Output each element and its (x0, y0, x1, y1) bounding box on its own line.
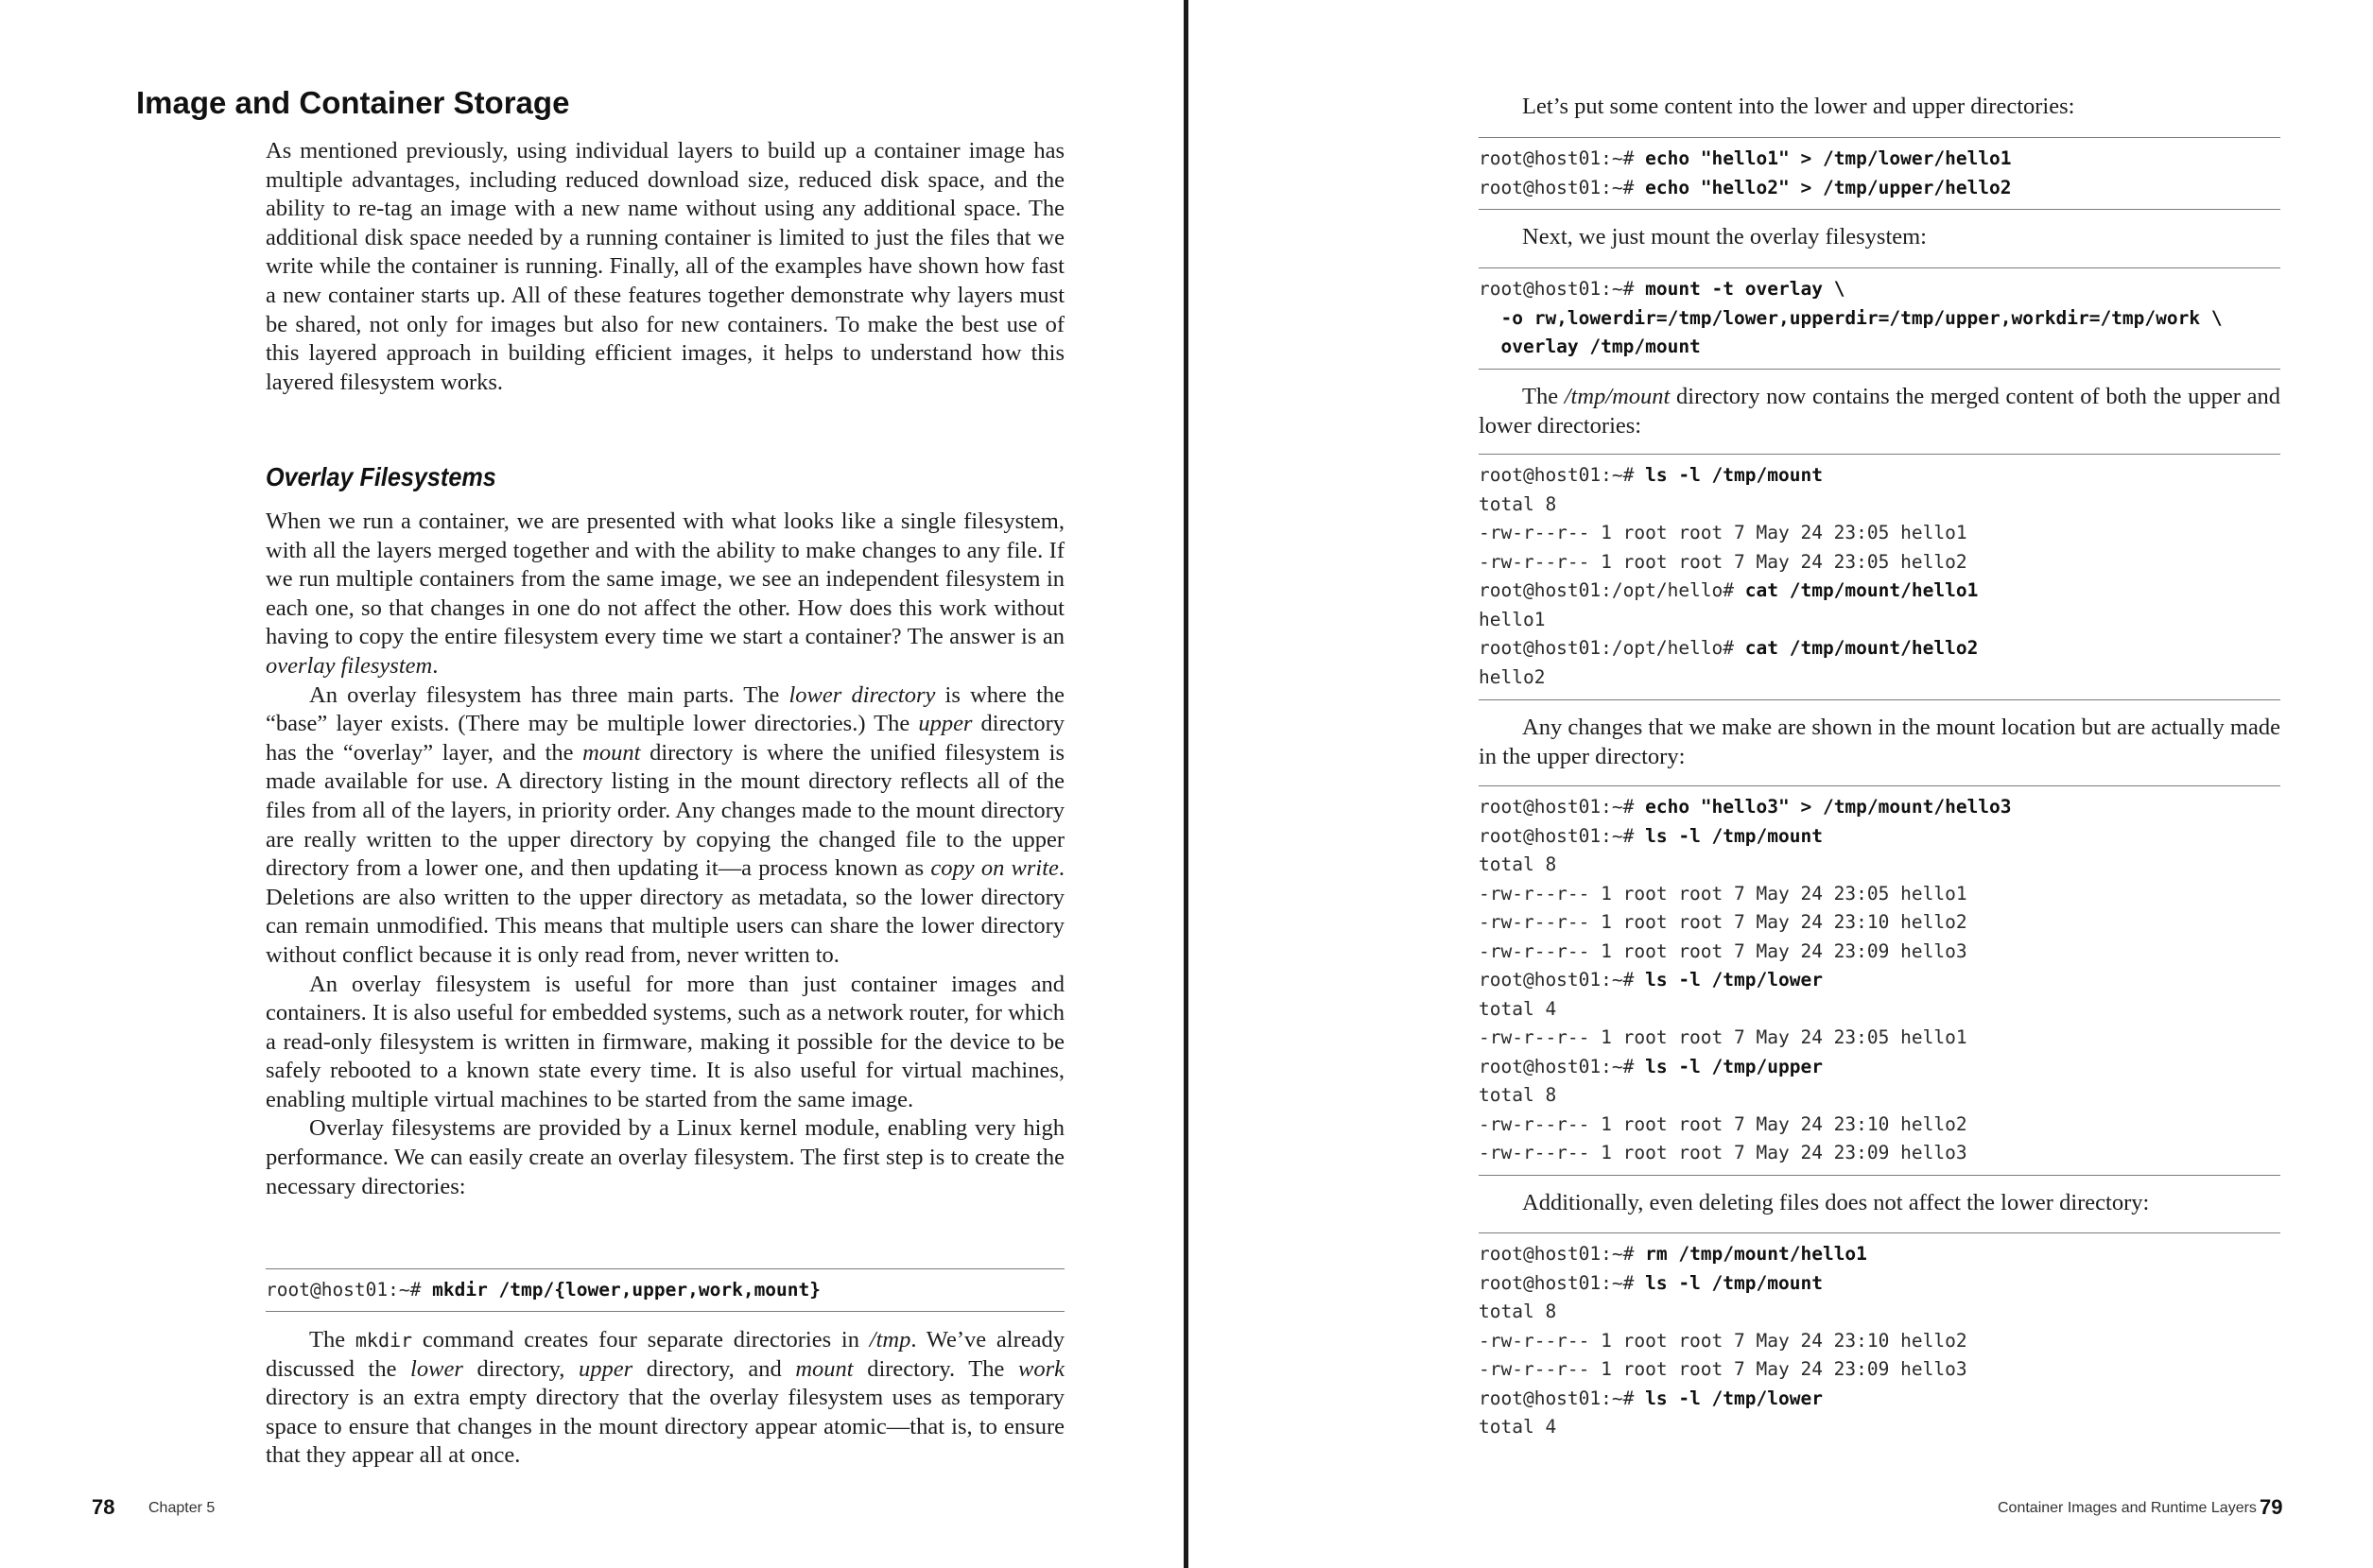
code-line (1479, 304, 2280, 334)
code-line (1479, 1081, 2280, 1111)
code-command: overlay /tmp/mount (1479, 336, 1701, 357)
code-line (1479, 174, 2280, 203)
emphasis-text: mount (795, 1355, 854, 1382)
code-block-echo (1479, 137, 2280, 210)
code-command: echo "hello2" > /tmp/upper/hello2 (1645, 176, 2012, 198)
right-paragraph-5-block (1479, 1189, 2280, 1218)
code-line (1479, 908, 2280, 938)
text-span: directory is where the unified filesystem is made available for use. A directory listing in the mount directory reflects all of the files from all of the layers, in priority order. Any changes made to the mount directory are really written to the upper directory by copying the changed file to the upper directory from a lower one, and then updating it—a process known as (266, 739, 1065, 882)
code-line (1479, 1139, 2280, 1168)
emphasis-text: upper (918, 711, 973, 737)
code-prompt: root@host01:~# (266, 1279, 433, 1301)
code-prompt: -rw-r--r-- 1 root root 7 May 24 23:05 hello1 (1479, 1026, 1967, 1048)
right-running-head: Container Images and Runtime Layers (1998, 1500, 2257, 1516)
text-span: An overlay filesystem has three main parts. The (309, 681, 789, 708)
text-span: When we run a container, we are presented with what looks like a single filesystem, with all the layers merged together and with the ability to make changes to any file. If we run multiple containers from the same image, we see an independent filesystem in each one, so that changes in one do not affect the other. How does this work without having to copy the entire filesystem every time we start a container? The answer is an (266, 508, 1065, 650)
emphasis-text: mount (582, 739, 641, 766)
code-prompt: -rw-r--r-- 1 root root 7 May 24 23:09 hello3 (1479, 939, 1967, 962)
code-block-mount (1479, 267, 2280, 370)
right-paragraph-3 (1479, 383, 2280, 440)
code-prompt: root@host01:~# (1479, 824, 1646, 847)
text-span: command creates four separate directories in (412, 1327, 870, 1353)
left-chapter-label: Chapter 5 (148, 1500, 216, 1516)
code-command: cat /tmp/mount/hello2 (1744, 637, 1979, 659)
text-span: . We’ve already discussed the (266, 1327, 1065, 1382)
code-line (1479, 606, 2280, 635)
code-prompt: total 8 (1479, 1301, 1557, 1322)
body-paragraph-5 (266, 1326, 1065, 1471)
code-line (1479, 519, 2280, 548)
code-command: rm /tmp/mount/hello1 (1645, 1243, 1867, 1265)
code-line (1479, 275, 2280, 304)
code-prompt: root@host01:~# (1479, 796, 1646, 818)
text-span: directory has the “overlay” layer, and the (266, 711, 1065, 766)
emphasis-text: lower (410, 1355, 463, 1382)
code-line (1479, 1269, 2280, 1299)
code-prompt: -rw-r--r-- 1 root root 7 May 24 23:05 hello1 (1479, 522, 1967, 543)
code-line (1479, 461, 2280, 491)
code-command: ls -l /tmp/upper (1645, 1055, 1823, 1077)
right-paragraph-3-block (1479, 383, 2280, 440)
code-line (1479, 1298, 2280, 1327)
text-span: is where the “base” layer exists. (There may be multiple lower directories.) The (266, 681, 1065, 737)
code-prompt: root@host01:~# (1479, 176, 1646, 198)
body-paragraph-1 (266, 508, 1065, 681)
code-command: ls -l /tmp/lower (1645, 1387, 1823, 1409)
text-span: directory, (462, 1355, 580, 1382)
code-command: -o rw,lowerdir=/tmp/lower,upperdir=/tmp/upper,workdir=/tmp/work \ (1479, 306, 2223, 329)
code-line (1479, 1240, 2280, 1269)
text-span: The (309, 1327, 355, 1353)
code-prompt: root@host01:~# (1479, 1271, 1646, 1294)
code-prompt: total 8 (1479, 1084, 1557, 1106)
right-paragraph-4: Any changes that we make are shown in the mount location but are actually made in the upper directory: (1479, 715, 2280, 769)
emphasis-text: upper (579, 1355, 633, 1382)
text-span: The (1522, 384, 1565, 409)
code-command: ls -l /tmp/mount (1645, 824, 1823, 847)
text-span: . Deletions are also written to the upper directory as metadata, so the lower directory can remain unmodified. This means that multiple users can share the lower directory without conflict because it is only read from, never written to. (266, 855, 1065, 968)
code-prompt: total 8 (1479, 492, 1557, 515)
text-span: directory is an extra empty directory that the overlay filesystem uses as temporary space to ensure that changes in the mount directory appear atomic—that is, to ensure that they appear all at once. (266, 1385, 1065, 1469)
code-prompt: total 4 (1479, 1416, 1557, 1438)
text-span: directory. The (853, 1355, 1018, 1382)
code-command: cat /tmp/mount/hello1 (1744, 579, 1979, 601)
intro-paragraph: As mentioned previously, using individual layers to build up a container image has multiple advantages, including reduced download size, reduced disk space, and the ability to re-tag an image with a new name without using any additional space. The additional disk space needed by a running container is limited to just the files that we write while the container is running. Finally, all of the examples have shown how fast a new container starts up. All of these features together demonstrate why layers must be shared, not only for images but also for new containers. To make the best use of this layered approach in building efficient images, it helps to understand how this layered filesystem works. (266, 138, 1065, 395)
text-span: directory, and (632, 1355, 796, 1382)
emphasis-text: copy on write (930, 855, 1059, 882)
code-prompt: -rw-r--r-- 1 root root 7 May 24 23:10 hello2 (1479, 1112, 1967, 1135)
emphasis-text: overlay filesystem (266, 652, 433, 679)
emphasis-text: /tmp/mount (1564, 384, 1671, 409)
left-page-number: 78 (92, 1495, 115, 1519)
code-line (1479, 995, 2280, 1025)
code-line (1479, 577, 2280, 606)
body-paragraph-3: An overlay filesystem is useful for more than just container images and containers. It is also useful for embedded systems, such as a network router, for which a read-only filesystem is written in firmware, making it possible for the device to be safely rebooted to a known state every time. It is also useful for virtual machines, enabling multiple virtual machines to be started from the same image. (266, 971, 1065, 1112)
code-line (1479, 1024, 2280, 1053)
code-block-delete (1479, 1232, 2280, 1455)
intro-paragraph-block (266, 137, 1065, 397)
right-paragraph-2-block (1479, 223, 2280, 252)
code-prompt: hello1 (1479, 608, 1546, 630)
code-line (1479, 851, 2280, 880)
code-prompt: hello2 (1479, 665, 1546, 688)
code-block-ls-mount (1479, 454, 2280, 700)
section-heading: Image and Container Storage (136, 85, 570, 120)
code-prompt: root@host01:~# (1479, 1055, 1646, 1077)
page-gutter-divider (1184, 0, 1188, 1568)
text-span: directory now contains the merged content of both the upper and lower directories: (1479, 384, 2280, 439)
inline-code: mkdir (355, 1329, 413, 1352)
code-command: ls -l /tmp/lower (1645, 969, 1823, 991)
code-prompt: root@host01:~# (1479, 147, 1646, 169)
code-prompt: root@host01:~# (1479, 278, 1646, 300)
code-command: mount -t overlay \ (1645, 278, 1845, 300)
code-line (1479, 880, 2280, 909)
code-prompt: -rw-r--r-- 1 root root 7 May 24 23:05 hello1 (1479, 882, 1967, 905)
code-line (1479, 822, 2280, 852)
emphasis-text: work (1018, 1355, 1065, 1382)
code-command: ls -l /tmp/mount (1645, 1271, 1823, 1294)
code-prompt: -rw-r--r-- 1 root root 7 May 24 23:09 hello3 (1479, 1358, 1967, 1380)
code-line (1479, 1413, 2280, 1442)
code-line (1479, 1111, 2280, 1140)
right-paragraph-4-block (1479, 714, 2280, 771)
right-page-number: 79 (2260, 1495, 2283, 1519)
subsection-heading: Overlay Filesystems (266, 462, 496, 491)
code-prompt: root@host01:~# (1479, 969, 1646, 991)
code-line (1479, 491, 2280, 520)
code-block-changes (1479, 785, 2280, 1176)
code-line (1479, 1327, 2280, 1356)
text-span: . (432, 652, 439, 679)
emphasis-text: /tmp (869, 1327, 911, 1353)
code-command: mkdir /tmp/{lower,upper,work,mount} (432, 1279, 822, 1301)
code-line (1479, 1355, 2280, 1385)
code-command: echo "hello3" > /tmp/mount/hello3 (1645, 796, 2012, 818)
code-prompt: -rw-r--r-- 1 root root 7 May 24 23:05 hello2 (1479, 550, 1967, 573)
body-paragraph-2 (266, 681, 1065, 971)
code-line (1479, 938, 2280, 967)
code-prompt: root@host01:/opt/hello# (1479, 579, 1745, 601)
code-line (1479, 634, 2280, 663)
right-paragraph-2: Next, we just mount the overlay filesystem: (1522, 224, 1927, 250)
code-line (1479, 663, 2280, 693)
mkdir-explanation-block (266, 1326, 1065, 1471)
code-prompt: -rw-r--r-- 1 root root 7 May 24 23:09 hello3 (1479, 1142, 1967, 1163)
code-line (1479, 1385, 2280, 1414)
code-line (1479, 966, 2280, 995)
right-paragraph-5: Additionally, even deleting files does not affect the lower directory: (1522, 1190, 2150, 1215)
code-line (1479, 548, 2280, 577)
code-line (1479, 145, 2280, 174)
code-prompt: -rw-r--r-- 1 root root 7 May 24 23:10 hello2 (1479, 911, 1967, 933)
code-prompt: total 8 (1479, 853, 1557, 875)
code-command: echo "hello1" > /tmp/lower/hello1 (1645, 147, 2012, 169)
code-prompt: root@host01:~# (1479, 1243, 1646, 1265)
body-paragraph-4: Overlay filesystems are provided by a Linux kernel module, enabling very high performance. We can easily create an overlay filesystem. The first step is to create the necessary directories: (266, 1115, 1065, 1199)
emphasis-text: lower directory (788, 681, 936, 708)
right-paragraph-1-block (1479, 93, 2280, 122)
overlay-body-block (266, 508, 1065, 1201)
code-line (266, 1276, 1065, 1305)
right-paragraph-1: Let’s put some content into the lower and upper directories: (1522, 94, 2075, 119)
code-block-mkdir (266, 1268, 1065, 1312)
code-line (1479, 793, 2280, 822)
code-prompt: root@host01:/opt/hello# (1479, 637, 1745, 659)
code-line (1479, 1053, 2280, 1082)
code-command: ls -l /tmp/mount (1645, 464, 1823, 486)
code-prompt: root@host01:~# (1479, 464, 1646, 486)
code-line (1479, 333, 2280, 362)
code-prompt: root@host01:~# (1479, 1387, 1646, 1409)
code-prompt: total 4 (1479, 997, 1557, 1020)
code-prompt: -rw-r--r-- 1 root root 7 May 24 23:10 hello2 (1479, 1329, 1967, 1352)
